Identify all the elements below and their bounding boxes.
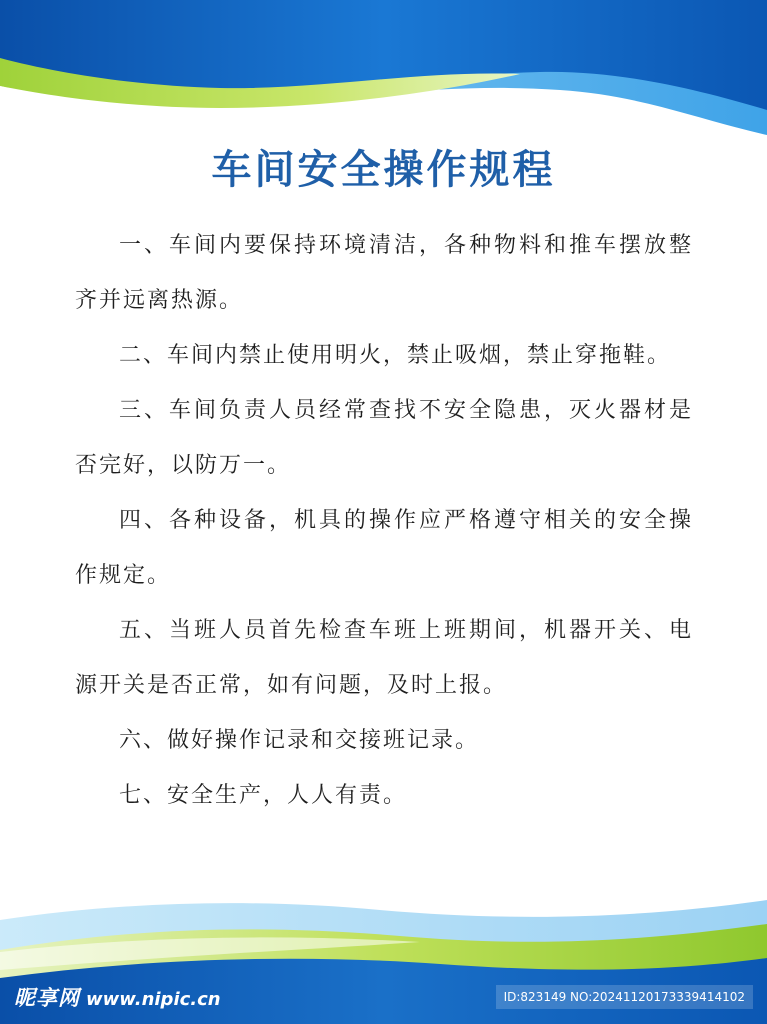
rule-item: 七、安全生产，人人有责。 [119, 783, 408, 808]
rule-item: 二、车间内禁止使用明火，禁止吸烟，禁止穿拖鞋。 [119, 343, 672, 368]
rule-item: 六、做好操作记录和交接班记录。 [119, 728, 480, 753]
watermark-brand: 昵享网 [14, 986, 80, 1010]
watermark-url: www.nipic.cn [86, 989, 221, 1010]
page-title: 车间安全操作规程 [211, 147, 556, 193]
rules-list [75, 218, 693, 823]
rule-item: 五、当班人员首先检查车班上班期间，机器开关、电源开关是否正常，如有问题，及时上报。 [75, 618, 693, 698]
top-wave-decoration [0, 0, 767, 150]
watermark-id: ID:823149 NO:20241120173339414102 [496, 985, 753, 1009]
rule-item: 一、车间内要保持环境清洁，各种物料和推车摆放整齐并远离热源。 [75, 233, 693, 313]
rule-item: 三、车间负责人员经常查找不安全隐患，灭火器材是否完好，以防万一。 [75, 398, 693, 478]
watermark-logo [14, 983, 221, 1013]
rule-item: 四、各种设备，机具的操作应严格遵守相关的安全操作规定。 [75, 508, 693, 588]
